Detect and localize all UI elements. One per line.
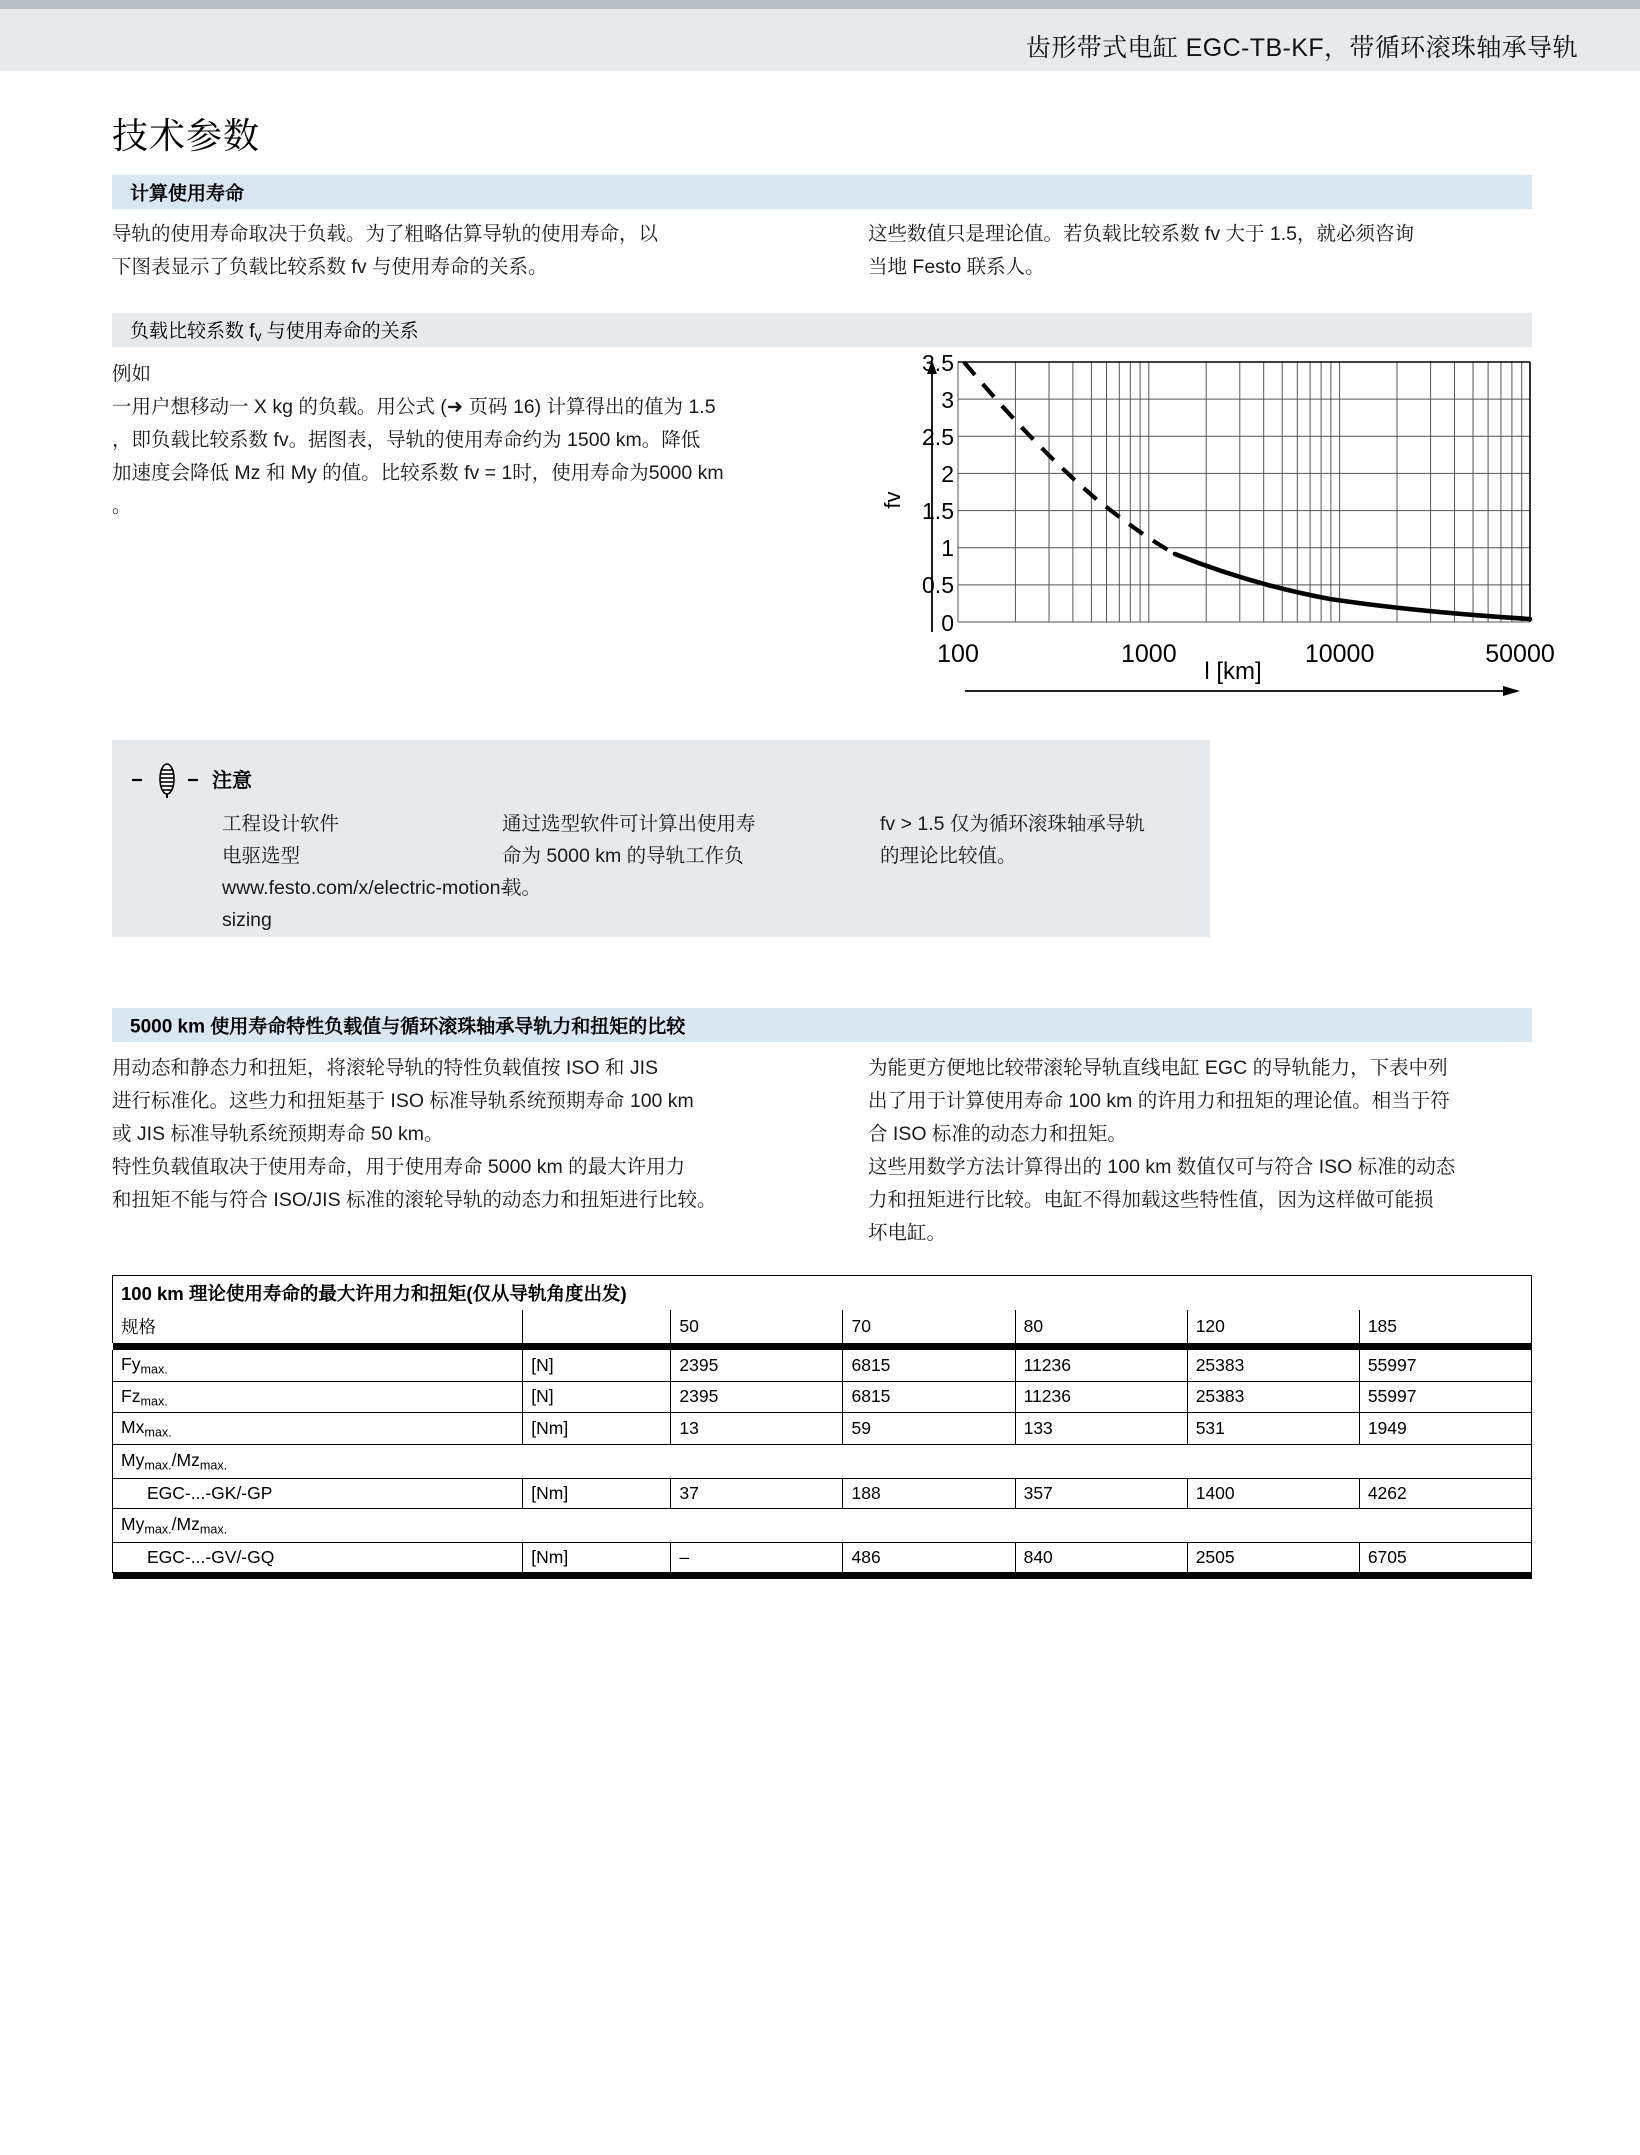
table-caption-row xyxy=(113,1276,1532,1311)
table-group-row xyxy=(113,1508,1532,1542)
y-tick-labels xyxy=(922,350,954,636)
fv-life-chart-svg xyxy=(870,350,1570,680)
cell-gvgq-120: 2505 xyxy=(1187,1542,1359,1572)
comp-left-line-5: 和扭矩不能与符合 ISO/JIS 标准的滚轮导轨的动态力和扭矩进行比较。 xyxy=(112,1189,717,1211)
cell-gkgp-70: 188 xyxy=(843,1478,1015,1508)
row-label-egc-gv-gq: EGC-...-GV/-GQ xyxy=(113,1542,523,1572)
y-tick-3-5: 3.5 xyxy=(922,350,954,376)
cell-fz-185: 55997 xyxy=(1359,1381,1531,1413)
example-block xyxy=(112,358,832,523)
chart-grid xyxy=(958,362,1530,622)
comp-right-line-2: 出了用于计算使用寿命 100 km 的许用力和扭矩的理论值。相当于符 xyxy=(868,1090,1450,1112)
intro-paragraph-left xyxy=(112,218,812,284)
page-header-title: 齿形带式电缸 EGC-TB-KF，带循环滚珠轴承导轨 xyxy=(1025,34,1578,62)
cell-mx-80: 133 xyxy=(1015,1413,1187,1445)
row-label-fz-main: Fz xyxy=(121,1385,141,1406)
cell-fy-120: 25383 xyxy=(1187,1350,1359,1381)
note-title: 注意 xyxy=(212,770,252,792)
table-header-row xyxy=(113,1310,1532,1343)
fv-label-prefix: 负载比较系数 f xyxy=(130,321,255,343)
table-header-unit xyxy=(523,1310,671,1343)
cell-gkgp-80: 357 xyxy=(1015,1478,1187,1508)
cell-mx-185: 1949 xyxy=(1359,1413,1531,1445)
comp-left-line-3: 或 JIS 标准导轨系统预期寿命 50 km。 xyxy=(112,1123,444,1145)
row-unit-gv-gq: [Nm] xyxy=(523,1542,671,1572)
row-unit-fz: [N] xyxy=(523,1381,671,1413)
page-title: 技术参数 xyxy=(112,115,261,156)
cell-mx-50: 13 xyxy=(671,1413,843,1445)
note-col1-url-line-1[interactable]: www.festo.com/x/electric-motion- xyxy=(222,877,507,899)
fv-life-chart xyxy=(870,350,1570,680)
row-label-mx xyxy=(113,1413,523,1445)
comp-right-line-1: 为能更方便地比较带滚轮导轨直线电缸 EGC 的导轨能力，下表中列 xyxy=(868,1057,1448,1079)
curve-solid-segment xyxy=(1175,554,1530,619)
note-box xyxy=(112,740,1210,937)
cell-fz-50: 2395 xyxy=(671,1381,843,1413)
cell-gkgp-50: 37 xyxy=(671,1478,843,1508)
table-header-col-80: 80 xyxy=(1015,1310,1187,1343)
table-row xyxy=(113,1350,1532,1381)
intro-paragraph-right xyxy=(868,218,1568,284)
y-tick-1-5: 1.5 xyxy=(922,498,954,524)
cell-gvgq-185: 6705 xyxy=(1359,1542,1531,1572)
note-col2-line-1: 通过选型软件可计算出使用寿 xyxy=(502,813,756,835)
group-label-my-mz-gv: $My_{max.}/Mz_{max.}$ xyxy=(113,1508,1532,1542)
cell-fz-70: 6815 xyxy=(843,1381,1015,1413)
fv-label-suffix: 与使用寿命的关系 xyxy=(261,321,419,343)
table-row xyxy=(113,1478,1532,1508)
x-tick-10000: 10000 xyxy=(1304,640,1375,668)
comp-right-line-3: 合 ISO 标准的动态力和扭矩。 xyxy=(868,1123,1127,1145)
row-label-mx-main: Mx xyxy=(121,1417,145,1438)
section-header-label: 计算使用寿命 xyxy=(130,183,245,205)
intro-right-line-2: 当地 Festo 联系人。 xyxy=(868,256,1045,278)
y-tick-0-5: 0.5 xyxy=(922,572,954,598)
table-header-spec: 规格 xyxy=(113,1310,523,1343)
section-header-label-fv xyxy=(130,316,419,344)
table-header-col-70: 70 xyxy=(843,1310,1015,1343)
note-col2-line-2: 命为 5000 km 的导轨工作负 xyxy=(502,845,744,867)
table-group-row xyxy=(113,1444,1532,1478)
cell-gvgq-50: – xyxy=(671,1542,843,1572)
comp-left-line-4: 特性负载值取决于使用寿命，用于使用寿命 5000 km 的最大许用力 xyxy=(112,1156,686,1178)
chart-frame xyxy=(958,362,1530,622)
row-unit-gk-gp: [Nm] xyxy=(523,1478,671,1508)
comp-right-line-6: 坏电缸。 xyxy=(868,1222,947,1244)
cell-gkgp-120: 1400 xyxy=(1187,1478,1359,1508)
cell-gvgq-80: 840 xyxy=(1015,1542,1187,1572)
row-label-fy-main: Fy xyxy=(121,1354,141,1374)
row-label-fz-sub: max. xyxy=(140,1394,168,1409)
x-axis-title: l [km] xyxy=(1204,658,1262,685)
row-unit-fy: [N] xyxy=(523,1350,671,1381)
top-rule xyxy=(0,0,1640,9)
x-tick-1000: 1000 xyxy=(1120,640,1177,668)
y-tick-0: 0 xyxy=(941,610,954,636)
x-tick-100: 100 xyxy=(937,640,979,668)
note-col3-line-2: 的理论比较值。 xyxy=(880,845,1017,867)
x-axis-arrow-group xyxy=(965,655,1525,705)
cell-fz-80: 11236 xyxy=(1015,1381,1187,1413)
comp-right-line-5: 力和扭矩进行比较。电缸不得加载这些特性值，因为这样做可能损 xyxy=(868,1189,1434,1211)
note-column-fv xyxy=(880,808,1210,872)
info-lamp-icon xyxy=(130,762,204,798)
example-line-1: 一用户想移动一 X kg 的负载。用公式 (➜ 页码 16) 计算得出的值为 1.5 xyxy=(112,396,716,418)
cell-fy-50: 2395 xyxy=(671,1350,843,1381)
cell-mx-120: 531 xyxy=(1187,1413,1359,1445)
cell-fy-70: 6815 xyxy=(843,1350,1015,1381)
table-header-col-50: 50 xyxy=(671,1310,843,1343)
comp-left-line-2: 进行标准化。这些力和扭矩基于 ISO 标准导轨系统预期寿命 100 km xyxy=(112,1090,694,1112)
note-col1-line-1: 工程设计软件 xyxy=(222,813,340,835)
section-header-label-comparison: 5000 km 使用寿命特性负载值与循环滚珠轴承导轨力和扭矩的比较 xyxy=(130,1016,686,1038)
comp-left-line-1: 用动态和静态力和扭矩，将滚轮导轨的特性负载值按 ISO 和 JIS xyxy=(112,1057,659,1079)
table-header-col-120: 120 xyxy=(1187,1310,1359,1343)
row-label-fz xyxy=(113,1381,523,1413)
section-header-calc-service-life xyxy=(112,175,1532,209)
note-col1-url-line-2[interactable]: sizing xyxy=(222,909,272,931)
cell-fy-185: 55997 xyxy=(1359,1350,1531,1381)
example-line-2: ，即负载比较系数 fv。据图表，导轨的使用寿命约为 1500 km。降低 xyxy=(112,429,701,451)
row-label-mx-sub: max. xyxy=(144,1425,172,1440)
example-line-4: 。 xyxy=(112,495,132,517)
intro-right-line-1: 这些数值只是理论值。若负载比较系数 fv 大于 1.5，就必须咨询 xyxy=(868,223,1415,245)
table-header-rule xyxy=(113,1343,1532,1350)
cell-fz-120: 25383 xyxy=(1187,1381,1359,1413)
y-tick-1: 1 xyxy=(941,535,954,561)
row-label-fy-sub: max. xyxy=(140,1362,168,1377)
section-header-fv-vs-life xyxy=(112,313,1532,347)
example-line-3: 加速度会降低 Mz 和 My 的值。比较系数 fv = 1时，使用寿命为5000 km xyxy=(112,462,724,484)
x-axis-arrow-svg xyxy=(965,655,1525,705)
row-label-fy xyxy=(113,1350,523,1381)
table-header-col-185: 185 xyxy=(1359,1310,1531,1343)
cell-fy-80: 11236 xyxy=(1015,1350,1187,1381)
x-tick-50000: 50000 xyxy=(1485,640,1555,668)
intro-left-line-1: 导轨的使用寿命取决于负载。为了粗略估算导轨的使用寿命，以 xyxy=(112,223,659,245)
section-header-5000km-comparison xyxy=(112,1008,1532,1042)
note-col3-line-1: fv > 1.5 仅为循环滚珠轴承导轨 xyxy=(880,813,1145,835)
curve-dashed-segment xyxy=(964,362,1175,554)
table-bottom-rule xyxy=(113,1572,1532,1579)
comp-right-line-4: 这些用数学方法计算得出的 100 km 数值仅可与符合 ISO 标准的动态 xyxy=(868,1156,1456,1178)
fv-label-subscript: v xyxy=(254,328,262,344)
y-tick-2-5: 2.5 xyxy=(922,424,954,450)
intro-left-line-2: 下图表显示了负载比较系数 fv 与使用寿命的关系。 xyxy=(112,256,548,278)
comparison-paragraph-right xyxy=(868,1052,1568,1250)
example-heading: 例如 xyxy=(112,363,152,385)
cell-gvgq-70: 486 xyxy=(843,1542,1015,1572)
row-unit-mx: [Nm] xyxy=(523,1413,671,1445)
table-row xyxy=(113,1542,1532,1572)
cell-gkgp-185: 4262 xyxy=(1359,1478,1531,1508)
y-tick-2: 2 xyxy=(941,461,954,487)
cell-mx-70: 59 xyxy=(843,1413,1015,1445)
table-row xyxy=(113,1413,1532,1445)
note-col2-line-3: 载。 xyxy=(502,877,542,899)
table-row xyxy=(113,1381,1532,1413)
table-body xyxy=(113,1276,1532,1580)
table-caption: 100 km 理论使用寿命的最大许用力和扭矩(仅从导轨角度出发) xyxy=(113,1276,1532,1311)
group-label-my-mz-gk: $My_{max.}/Mz_{max.}$ xyxy=(113,1444,1532,1478)
note-column-load xyxy=(502,808,852,904)
y-axis-title: fv xyxy=(880,491,905,509)
max-force-torque-table xyxy=(112,1275,1532,1579)
y-tick-3: 3 xyxy=(941,387,954,413)
comparison-paragraph-left xyxy=(112,1052,842,1217)
note-col1-line-2: 电驱选型 xyxy=(222,845,301,867)
row-label-egc-gk-gp: EGC-...-GK/-GP xyxy=(113,1478,523,1508)
